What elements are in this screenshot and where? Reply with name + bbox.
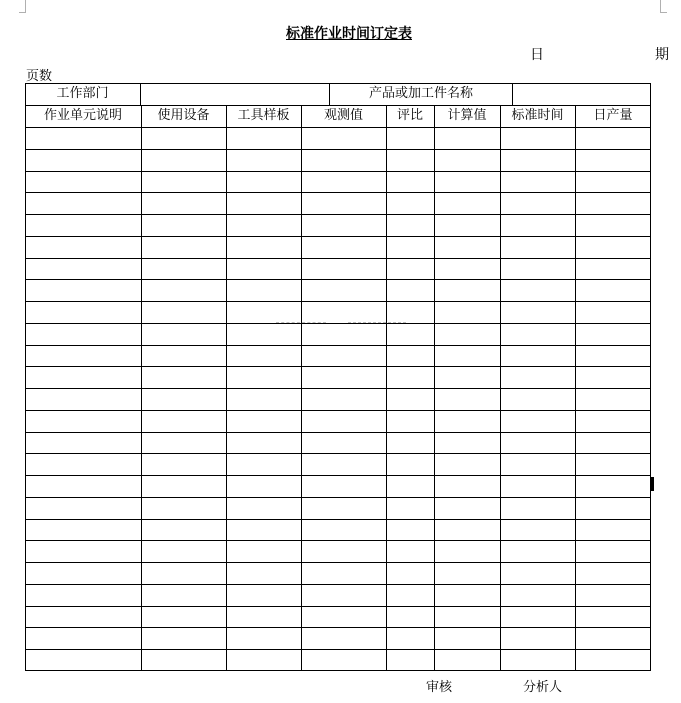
table-cell[interactable] [25,519,141,541]
table-cell[interactable] [386,192,434,214]
table-cell[interactable] [301,323,386,345]
table-cell[interactable] [226,562,301,584]
table-cell[interactable] [500,301,575,323]
table-cell[interactable] [226,366,301,388]
table-cell[interactable] [386,323,434,345]
table-cell[interactable] [386,301,434,323]
table-cell[interactable] [500,214,575,236]
table-cell[interactable] [434,453,500,475]
table-cell[interactable] [25,606,141,628]
table-cell[interactable] [141,584,226,606]
table-cell[interactable] [575,258,651,280]
table-cell[interactable] [226,301,301,323]
table-cell[interactable] [434,279,500,301]
review-label: 审核 [426,680,453,695]
table-cell[interactable] [141,388,226,410]
table-cell[interactable] [226,410,301,432]
scan-artifact [348,322,406,323]
table-cell[interactable] [25,627,141,649]
table-cell[interactable] [141,301,226,323]
table-cell[interactable] [25,410,141,432]
table-cell[interactable] [500,519,575,541]
table-cell[interactable] [226,192,301,214]
table-cell[interactable] [500,366,575,388]
table-cell[interactable] [25,301,141,323]
department-label: 工作部门 [25,83,141,105]
table-cell[interactable] [575,127,651,149]
column-header: 观测值 [323,108,363,123]
form-title: 标准作业时间订定表 [286,26,412,42]
table-cell[interactable] [500,323,575,345]
table-cell[interactable] [500,540,575,562]
table-cell[interactable] [25,540,141,562]
table-cell[interactable] [500,149,575,171]
table-cell[interactable] [226,323,301,345]
table-cell[interactable] [386,584,434,606]
date-period-label: 期 [655,47,669,63]
table-cell[interactable] [434,258,500,280]
table-cell[interactable] [500,627,575,649]
table-cell[interactable] [386,627,434,649]
table-cell[interactable] [226,540,301,562]
table-cell[interactable] [226,497,301,519]
table-cell[interactable] [141,410,226,432]
table-cell[interactable] [301,584,386,606]
table-cell[interactable] [226,627,301,649]
table-cell[interactable] [226,432,301,454]
table-cell[interactable] [575,323,651,345]
table-cell[interactable] [25,388,141,410]
table-cell[interactable] [301,345,386,367]
table-cell[interactable] [141,453,226,475]
table-cell[interactable] [25,497,141,519]
table-cell[interactable] [575,497,651,519]
table-cell[interactable] [141,127,226,149]
table-cell[interactable] [500,236,575,258]
table-cell[interactable] [434,127,500,149]
table-cell[interactable] [141,171,226,193]
table-cell[interactable] [141,475,226,497]
table-cell[interactable] [434,301,500,323]
table-cell[interactable] [575,432,651,454]
table-cell[interactable] [301,475,386,497]
table-cell[interactable] [575,649,651,671]
table-cell[interactable] [226,258,301,280]
table-cell[interactable] [575,301,651,323]
table-cell[interactable] [434,171,500,193]
table-cell[interactable] [575,366,651,388]
time-standard-table [25,83,651,671]
column-header: 作业单元说明 [43,108,122,123]
table-cell[interactable] [301,258,386,280]
table-cell[interactable] [141,345,226,367]
table-cell[interactable] [386,127,434,149]
table-cell[interactable] [500,649,575,671]
table-cell[interactable] [226,475,301,497]
table-cell[interactable] [301,366,386,388]
table-cell[interactable] [386,258,434,280]
table-cell[interactable] [141,279,226,301]
table-cell[interactable] [386,519,434,541]
table-cell[interactable] [301,410,386,432]
department-field[interactable] [141,83,330,105]
scan-artifact [276,322,326,323]
table-cell[interactable] [434,323,500,345]
page-corner-mark-left [19,0,26,13]
table-cell[interactable] [434,497,500,519]
table-cell[interactable] [141,258,226,280]
table-cell[interactable] [301,606,386,628]
table-cell[interactable] [25,214,141,236]
table-cell[interactable] [434,606,500,628]
table-cell[interactable] [226,279,301,301]
table-cell[interactable] [434,388,500,410]
table-cell[interactable] [500,432,575,454]
table-cell[interactable] [575,606,651,628]
table-cell[interactable] [500,453,575,475]
table-cell[interactable] [434,149,500,171]
table-cell[interactable] [226,214,301,236]
table-cell[interactable] [25,475,141,497]
table-cell[interactable] [575,540,651,562]
table-cell[interactable] [386,345,434,367]
table-cell[interactable] [575,149,651,171]
table-cell[interactable] [575,192,651,214]
table-cell[interactable] [141,497,226,519]
table-cell[interactable] [500,279,575,301]
table-cell[interactable] [226,127,301,149]
column-header: 评比 [396,108,423,123]
table-cell[interactable] [434,214,500,236]
table-cell[interactable] [141,366,226,388]
column-header: 工具样板 [237,108,290,123]
table-cell[interactable] [301,279,386,301]
product-name-label: 产品或加工件名称 [330,83,513,105]
table-cell[interactable] [141,149,226,171]
column-header: 日产量 [593,108,633,123]
table-cell[interactable] [301,388,386,410]
table-cell[interactable] [575,627,651,649]
table-cell[interactable] [301,301,386,323]
table-cell[interactable] [386,453,434,475]
table-cell[interactable] [301,562,386,584]
table-cell[interactable] [25,192,141,214]
table-cell[interactable] [226,345,301,367]
table-cell[interactable] [226,519,301,541]
table-cell[interactable] [386,171,434,193]
table-cell[interactable] [301,453,386,475]
table-cell[interactable] [141,606,226,628]
table-cell[interactable] [434,519,500,541]
page-count-label: 页数 [26,69,53,84]
table-cell[interactable] [301,192,386,214]
table-cell[interactable] [500,258,575,280]
table-cell[interactable] [301,540,386,562]
table-cell[interactable] [141,519,226,541]
table-cell[interactable] [386,214,434,236]
table-cell[interactable] [575,345,651,367]
table-cell[interactable] [500,127,575,149]
margin-mark [651,477,654,491]
table-cell[interactable] [575,171,651,193]
table-cell[interactable] [301,432,386,454]
table-cell[interactable] [500,497,575,519]
table-cell[interactable] [141,562,226,584]
table-cell[interactable] [301,214,386,236]
table-cell[interactable] [434,649,500,671]
table-cell[interactable] [434,540,500,562]
table-cell[interactable] [575,279,651,301]
table-cell[interactable] [575,562,651,584]
analyst-label: 分析人 [523,680,563,695]
table-cell[interactable] [575,410,651,432]
table-cell[interactable] [25,323,141,345]
table-cell[interactable] [25,584,141,606]
table-cell[interactable] [386,279,434,301]
table-cell[interactable] [500,584,575,606]
table-cell[interactable] [434,345,500,367]
table-cell[interactable] [386,410,434,432]
table-cell[interactable] [226,236,301,258]
table-cell[interactable] [25,236,141,258]
table-cell[interactable] [301,497,386,519]
table-cell[interactable] [434,627,500,649]
table-cell[interactable] [141,432,226,454]
table-cell[interactable] [226,606,301,628]
table-cell[interactable] [434,366,500,388]
column-header: 标准时间 [511,108,564,123]
table-cell[interactable] [386,366,434,388]
table-cell[interactable] [25,127,141,149]
table-cell[interactable] [386,432,434,454]
table-cell[interactable] [141,236,226,258]
column-header: 计算值 [447,108,487,123]
table-cell[interactable] [301,519,386,541]
table-cell[interactable] [25,345,141,367]
table-cell[interactable] [386,149,434,171]
table-cell[interactable] [386,497,434,519]
product-name-field[interactable] [513,83,651,105]
date-day-label: 日 [530,47,544,63]
table-cell[interactable] [141,214,226,236]
column-header: 使用设备 [157,108,210,123]
table-cell[interactable] [386,388,434,410]
table-cell[interactable] [434,432,500,454]
table-cell[interactable] [434,584,500,606]
table-cell[interactable] [575,584,651,606]
table-cell[interactable] [500,562,575,584]
table-cell[interactable] [386,475,434,497]
table-cell[interactable] [386,606,434,628]
table-cell[interactable] [434,192,500,214]
table-cell[interactable] [434,475,500,497]
table-cell[interactable] [500,192,575,214]
table-cell[interactable] [434,236,500,258]
table-cell[interactable] [575,214,651,236]
table-cell[interactable] [301,649,386,671]
table-cell[interactable] [301,127,386,149]
table-cell[interactable] [575,388,651,410]
table-cell[interactable] [226,453,301,475]
table-cell[interactable] [386,562,434,584]
table-cell[interactable] [226,584,301,606]
page-corner-mark-right [660,0,667,13]
table-cell[interactable] [141,192,226,214]
table-cell[interactable] [434,410,500,432]
table-cell[interactable] [226,649,301,671]
table-cell[interactable] [575,519,651,541]
table-cell[interactable] [301,171,386,193]
table-cell[interactable] [575,453,651,475]
table-cell[interactable] [141,323,226,345]
table-cell[interactable] [386,540,434,562]
table-cell[interactable] [141,627,226,649]
table-cell[interactable] [500,606,575,628]
table-cell[interactable] [500,171,575,193]
table-cell[interactable] [25,453,141,475]
table-cell[interactable] [25,366,141,388]
table-cell[interactable] [386,236,434,258]
table-cell[interactable] [301,627,386,649]
table-cell[interactable] [25,562,141,584]
table-cell[interactable] [500,388,575,410]
table-cell[interactable] [25,279,141,301]
table-cell[interactable] [226,149,301,171]
table-cell[interactable] [25,258,141,280]
table-cell[interactable] [500,345,575,367]
table-cell[interactable] [226,171,301,193]
table-cell[interactable] [575,236,651,258]
table-cell[interactable] [25,149,141,171]
table-cell[interactable] [141,649,226,671]
table-cell[interactable] [25,649,141,671]
table-cell[interactable] [434,562,500,584]
table-cell[interactable] [500,475,575,497]
table-cell[interactable] [141,540,226,562]
table-cell[interactable] [500,410,575,432]
table-cell[interactable] [301,236,386,258]
table-cell[interactable] [386,649,434,671]
table-cell[interactable] [575,475,651,497]
table-cell[interactable] [25,432,141,454]
table-cell[interactable] [25,171,141,193]
table-cell[interactable] [226,388,301,410]
table-cell[interactable] [301,149,386,171]
